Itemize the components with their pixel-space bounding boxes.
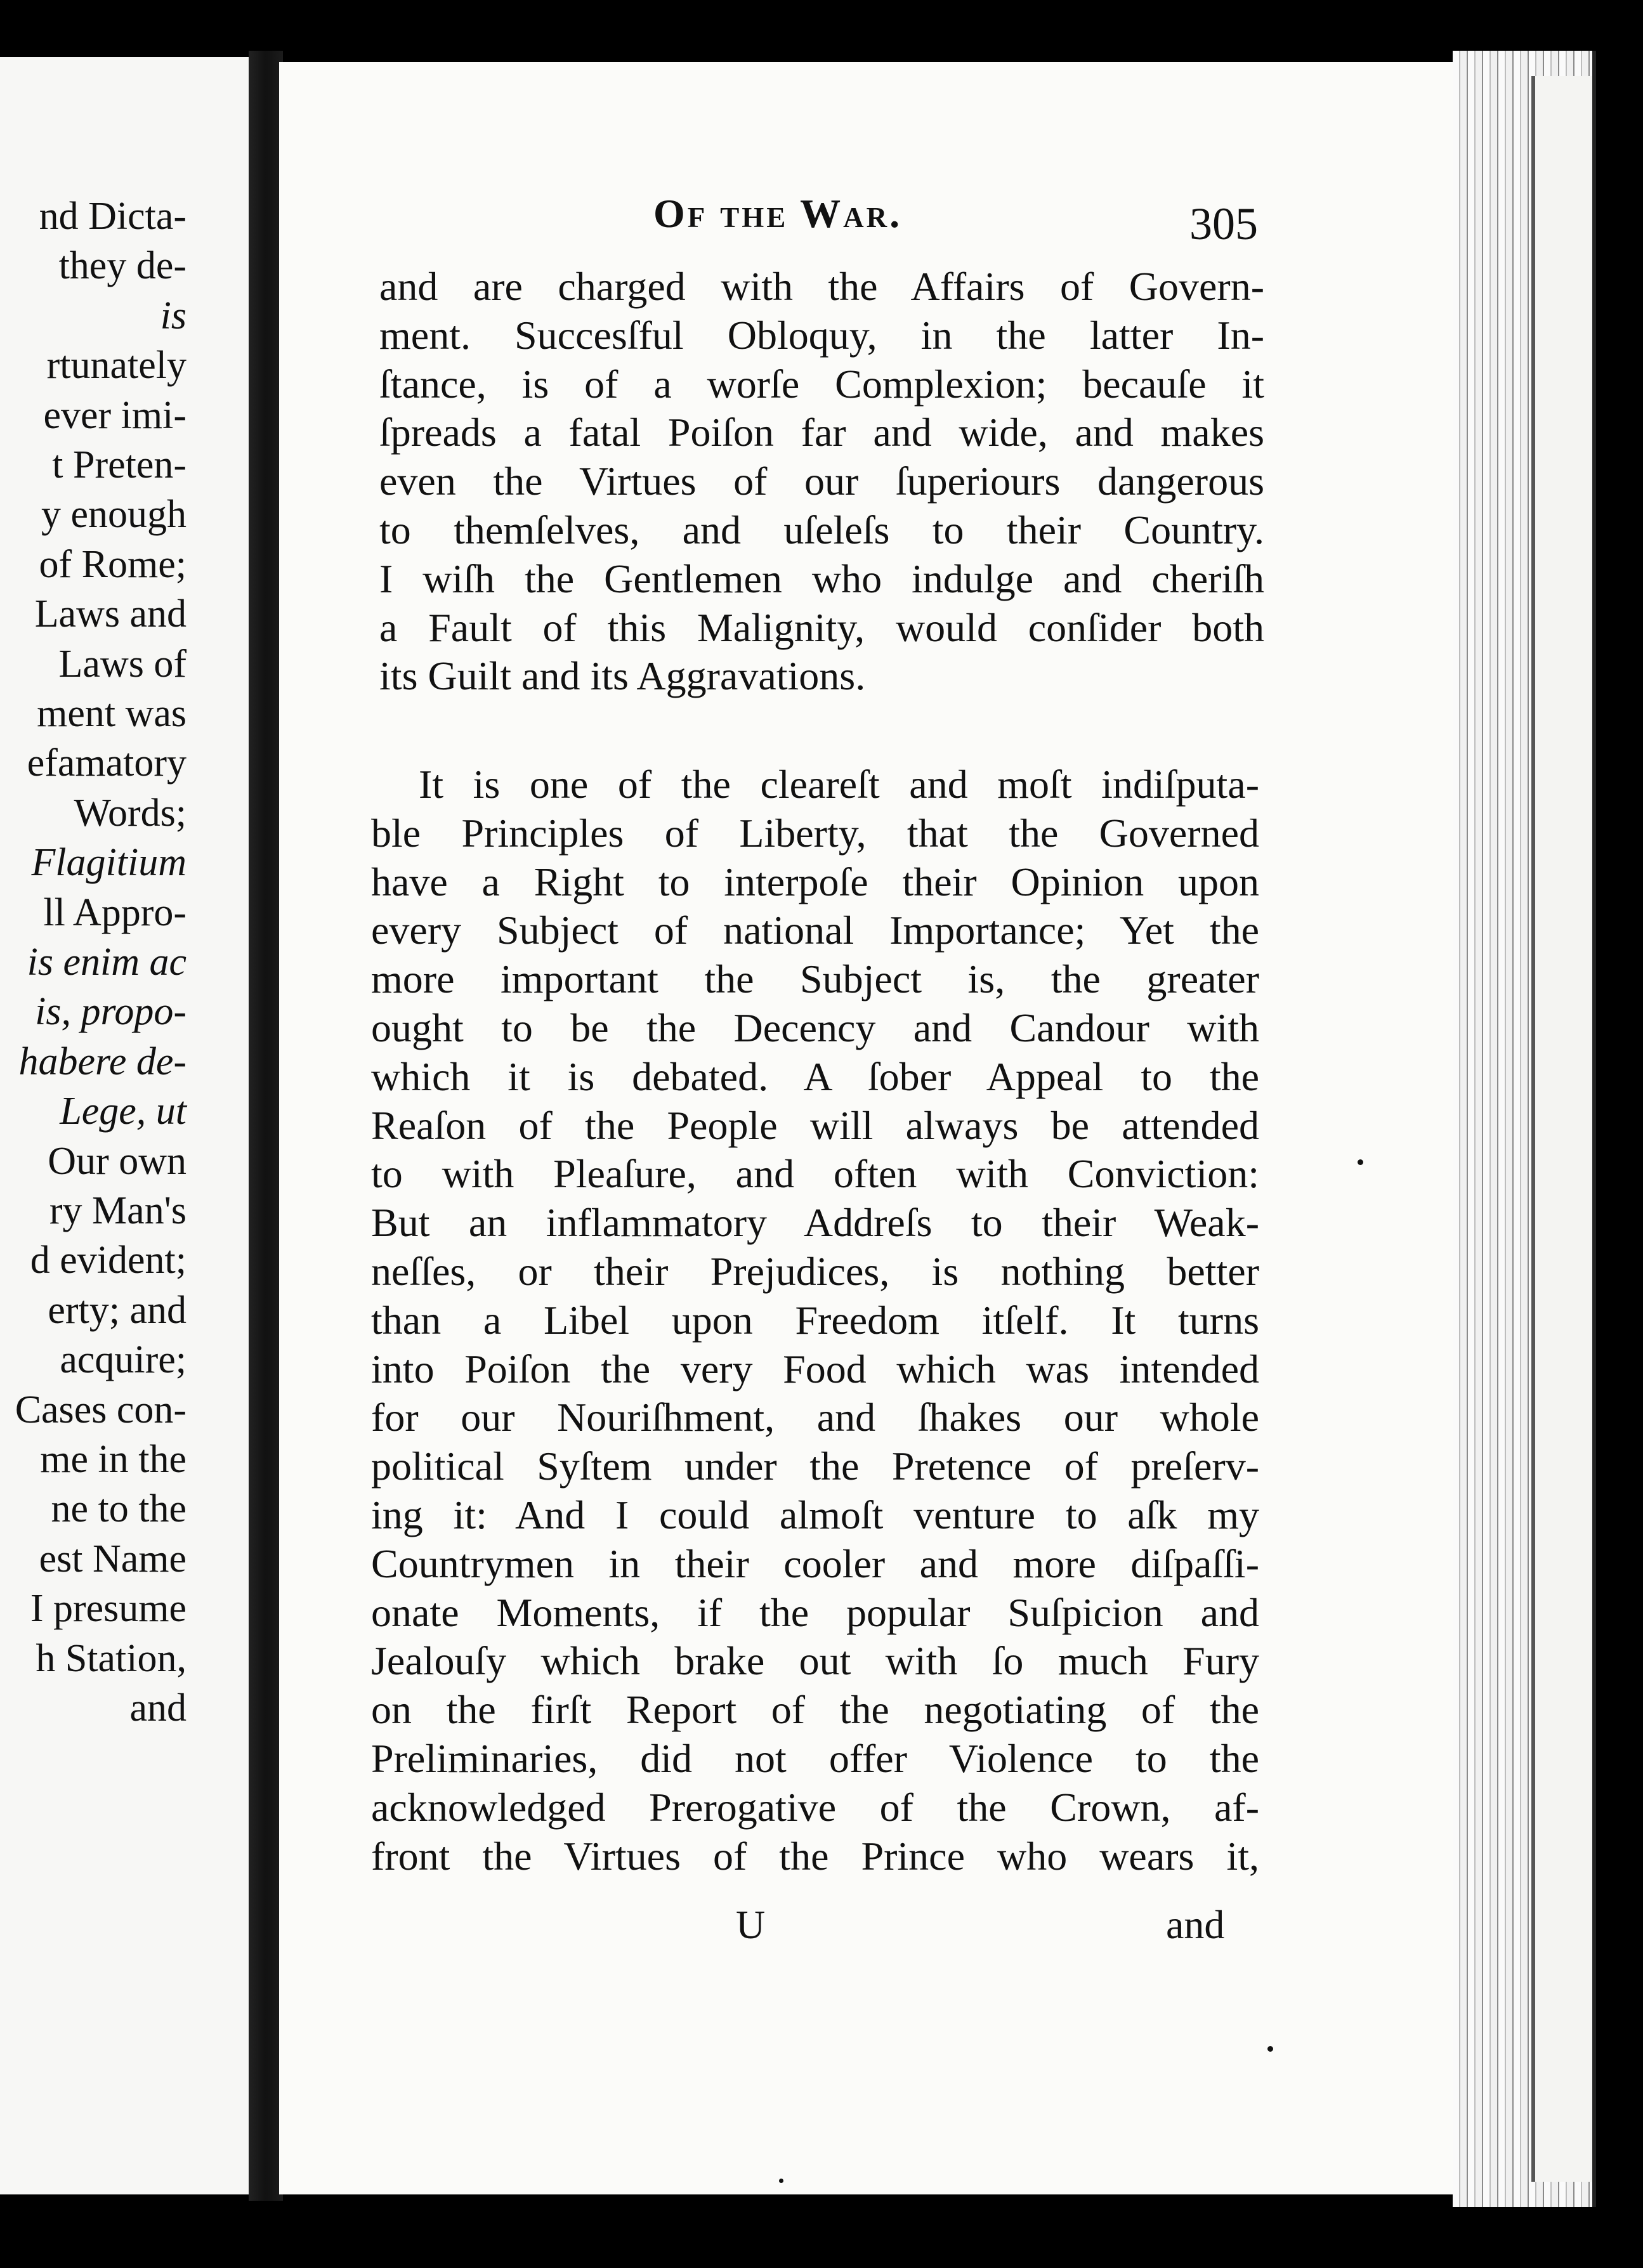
running-title: Of the War. [653,191,903,236]
left-page-line: acquire; [60,1338,187,1382]
left-page-line: t Preten- [52,443,187,486]
left-page-line: efamatory [27,741,187,785]
body-line: Preliminaries, did not offer Violence to the [371,1736,1259,1781]
body-line: ought to be the Decency and Candour with [371,1005,1259,1050]
left-page-line: rtunately [46,344,187,388]
body-line: its Guilt and its Aggravations. [379,653,866,699]
left-page-line: est Name [39,1537,187,1580]
body-line: onate Moments, if the popular Suſpicion and [371,1589,1259,1635]
left-page-line: h Station, [36,1636,187,1680]
body-line: ſtance, is of a worſe Complexion; becauſe it [379,361,1264,407]
body-line: It is one of the cleareſt and moſt indiſputa- [419,762,1259,807]
body-line: for our Nouriſhment, and ſhakes our whole [371,1395,1259,1440]
left-page-line: and [129,1686,187,1730]
body-line: Reaſon of the People will always be attended [371,1102,1259,1148]
paper-speck [1358,1159,1363,1165]
left-page-line: they de- [58,244,187,288]
left-page-line: y enough [41,493,187,537]
left-page-line: ment was [37,692,187,735]
paper-speck [1267,2046,1273,2052]
book-gutter [249,51,283,2201]
left-page-line: is enim ac [27,941,187,984]
body-line: on the firſt Report of the negotiating of the [371,1687,1259,1733]
page-edge-inner [1531,76,1592,2182]
body-line: ment. Succesſful Obloquy, in the latter In- [379,312,1264,358]
body-line: I wiſh the Gentlemen who indulge and cheriſh [379,556,1264,601]
body-line: Countrymen in their cooler and more diſpaſſi- [371,1541,1259,1586]
body-line: ble Principles of Liberty, that the Governed [371,810,1259,856]
left-page-line: I presume [30,1587,187,1631]
body-line: But an inflammatory Addreſs to their Weak- [371,1200,1259,1246]
left-page-line: me in the [40,1438,187,1481]
left-page-line: ne to the [51,1487,187,1531]
left-page-line: Flagitium [31,841,187,885]
left-page-line: habere de- [18,1040,187,1083]
body-line: into Poiſon the very Food which was intended [371,1346,1259,1391]
body-line: every Subject of national Importance; Yet the [371,908,1259,953]
body-line: neſſes, or their Prejudices, is nothing better [371,1249,1259,1294]
body-line: and are charged with the Affairs of Govern- [379,264,1264,309]
facing-page-left [0,57,249,2194]
left-page-line: Laws and [34,592,187,636]
catchword: and [1166,1902,1225,1947]
signature-mark: U [736,1902,766,1947]
body-line: to themſelves, and uſeleſs to their Country. [379,507,1264,552]
body-line: than a Libel upon Freedom itſelf. It turns [371,1297,1259,1343]
left-page-line: of Rome; [39,542,187,586]
body-line: to with Pleaſure, and often with Conviction: [371,1151,1259,1197]
left-page-line: d evident; [30,1239,187,1282]
body-line: front the Virtues of the Prince who wears it, [371,1833,1259,1879]
body-line: political Syſtem under the Pretence of preſerv- [371,1444,1259,1489]
left-page-line: Laws of [58,642,187,686]
left-page-line: ever imi- [43,393,187,437]
body-line: a Fault of this Malignity, would conſider both [379,604,1264,650]
body-line: even the Virtues of our ſuperiours dangerous [379,459,1264,504]
left-page-line: nd Dicta- [39,195,187,238]
page-fore-edges [1453,51,1596,2207]
left-page-line: is, propo- [35,990,187,1034]
body-line: have a Right to interpoſe their Opinion upon [371,859,1259,904]
body-line: which it is debated. A ſober Appeal to the [371,1053,1259,1099]
left-page-line: Cases con- [15,1388,187,1431]
left-page-line: Lege, ut [60,1090,187,1133]
page-number: 305 [1189,199,1258,249]
body-line: more important the Subject is, the greater [371,956,1259,1002]
left-page-line: ry Man's [49,1189,187,1232]
left-page-line: Words; [74,791,187,835]
left-page-line: Our own [48,1139,187,1183]
body-line: ing it: And I could almoſt venture to aſk my [371,1492,1259,1537]
body-line: ſpreads a fatal Poiſon far and wide, and makes [379,410,1264,455]
left-page-line: is [160,294,187,337]
left-page-line: ll Appro- [43,890,187,934]
paper-speck [779,2179,783,2183]
left-page-line: erty; and [48,1288,187,1332]
body-line: Jealouſy which brake out with ſo much Fury [371,1638,1259,1684]
body-line: acknowledged Prerogative of the Crown, af- [371,1784,1259,1830]
